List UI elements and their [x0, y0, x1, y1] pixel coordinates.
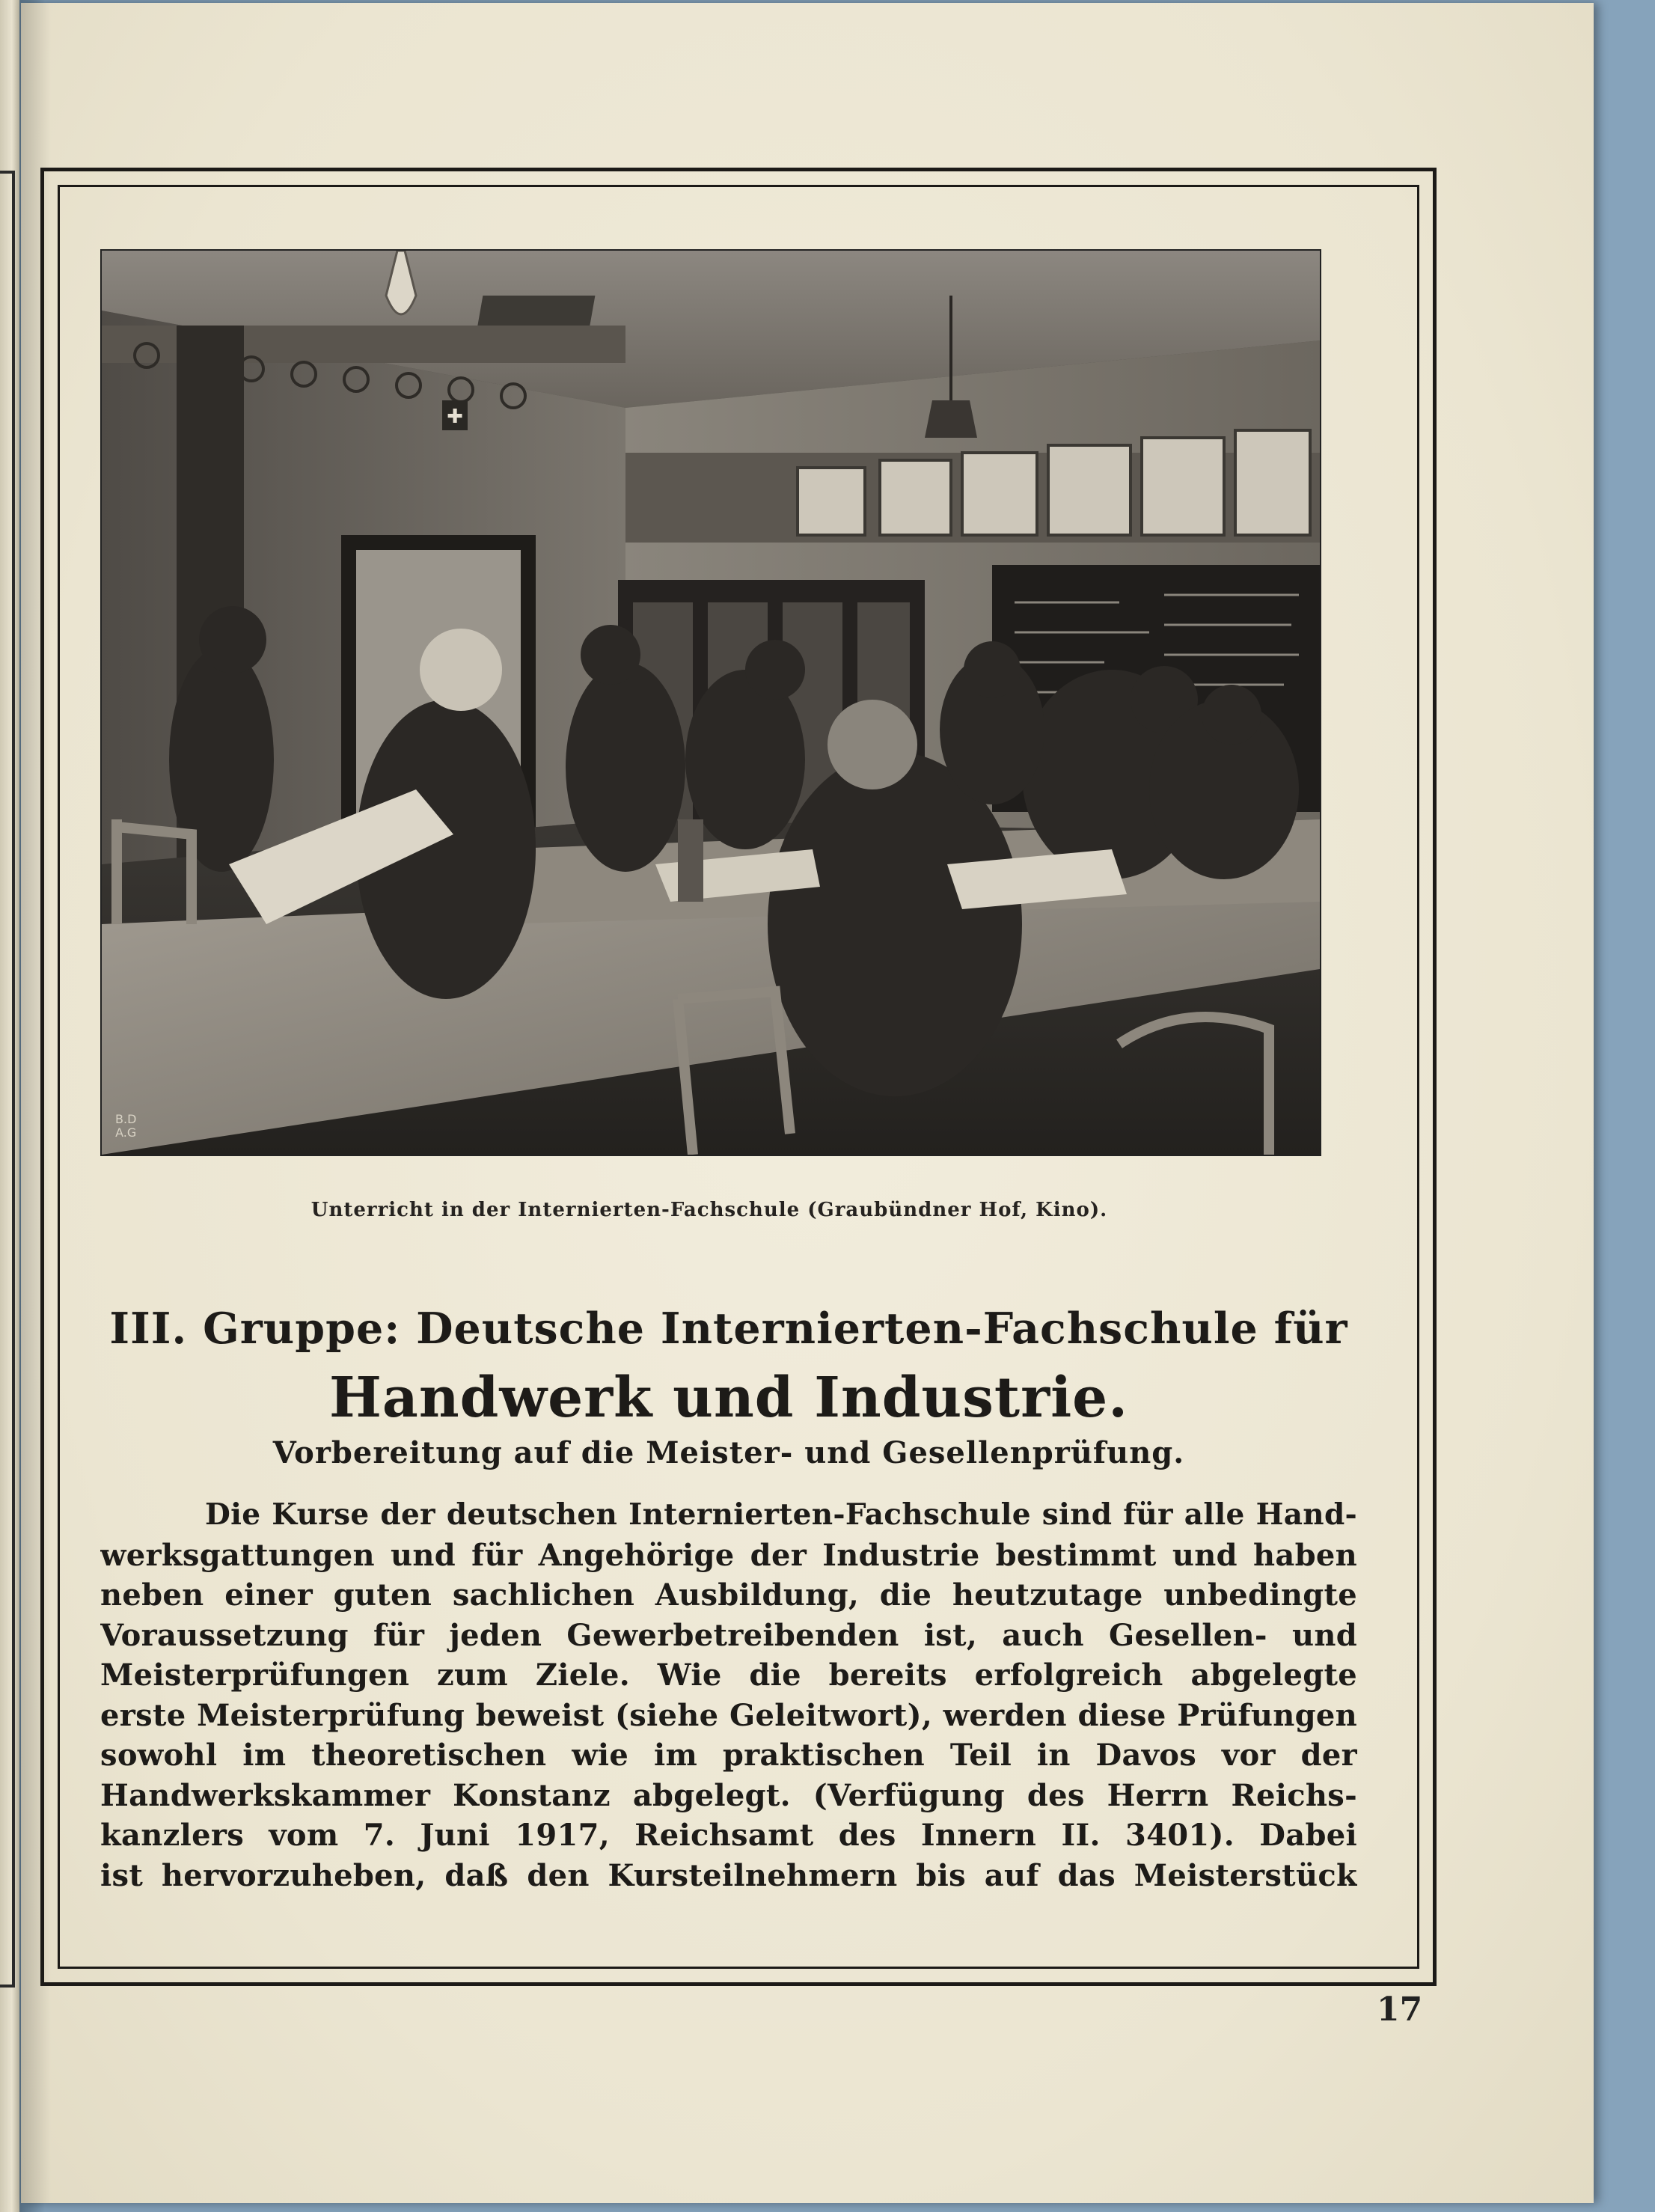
page-number: 17: [1377, 1991, 1423, 2029]
body-line: werksgattungen und für Angehörige der Industrie bestimmt und haben: [100, 1537, 1357, 1573]
body-line: Die Kurse der deutschen Internierten-Fachschule sind für alle Hand-: [205, 1497, 1357, 1532]
body-line: ist hervorzuheben, daß den Kursteilnehmern bis auf das Meisterstück: [100, 1857, 1357, 1893]
bleed-through-text: [1377, 1155, 1586, 1530]
body-line: kanzlers vom 7. Juni 1917, Reichsamt des Innern II. 3401). Dabei: [100, 1818, 1357, 1853]
previous-page-edge: [0, 0, 19, 2212]
section-heading: [100, 1295, 1357, 1432]
svg-text:✚: ✚: [447, 406, 463, 428]
body-line: Meisterprüfungen zum Ziele. Wie die bereits erfolgreich abgelegte: [100, 1658, 1357, 1693]
heading-line-1: III. Gruppe: Deutsche Internierten-Fachschule für: [109, 1304, 1348, 1354]
photo-caption: Unterricht in der Internierten-Fachschule (Graubündner Hof, Kino).: [310, 1199, 1108, 1221]
body-line: neben einer guten sachlichen Ausbildung, die heutzutage unbedingte: [100, 1577, 1357, 1613]
section-subheading: Vorbereitung auf die Meister- und Gesellenprüfung.: [272, 1435, 1185, 1470]
body-line: Voraussetzung für jeden Gewerbetreibenden ist, auch Gesellen- und: [100, 1617, 1357, 1653]
body-paragraph: [100, 1495, 1357, 1895]
photo-illustration: [102, 251, 1320, 1155]
photo-credit-mark: B.D A.G: [115, 1112, 137, 1140]
body-line: erste Meisterprüfung beweist (siehe Geleitwort), werden diese Prüfungen: [100, 1697, 1357, 1733]
heading-line-2: Handwerk und Industrie.: [328, 1366, 1129, 1430]
previous-page-frame: [0, 171, 15, 1988]
body-line: Handwerkskammer Konstanz abgelegt. (Verfügung des Herrn Reichs-: [100, 1777, 1357, 1813]
classroom-photograph: [100, 249, 1321, 1156]
body-line: sowohl im theoretischen wie im praktischen Teil in Davos vor der: [100, 1738, 1357, 1773]
